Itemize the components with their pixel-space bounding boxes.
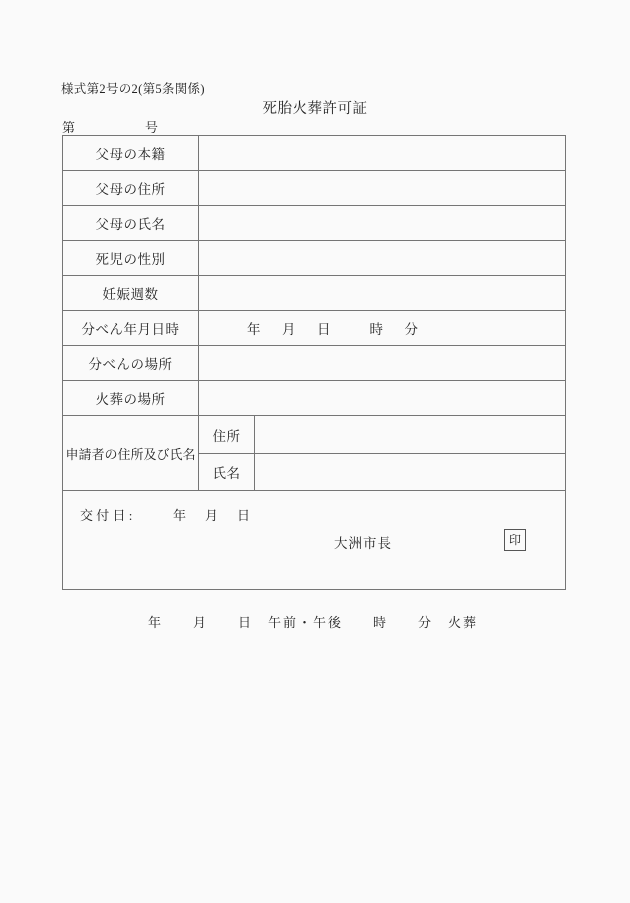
field-value-gestation-weeks (199, 276, 566, 311)
seal-label: 印 (508, 533, 521, 547)
permit-table (62, 135, 566, 590)
issue-section (63, 491, 566, 590)
doc-number (62, 117, 262, 135)
field-label-applicant: 申請者の住所及び氏名 (63, 416, 199, 491)
table-row (63, 311, 566, 346)
cremation-datetime-line: 年 月 日 午前・午後 時 分 火葬 (148, 615, 479, 630)
applicant-name-value (255, 454, 566, 491)
field-label-gestation-weeks: 妊娠週数 (63, 276, 199, 311)
doc-number-suffix: 号 (145, 120, 159, 135)
field-label-parents-name: 父母の氏名 (63, 206, 199, 241)
field-value-child-sex (199, 241, 566, 276)
applicant-name-label: 氏名 (199, 454, 255, 491)
table-row (63, 241, 566, 276)
field-label-parents-domicile: 父母の本籍 (63, 136, 199, 171)
table-row (63, 491, 566, 590)
table-row (63, 136, 566, 171)
seal-box (504, 529, 526, 551)
field-label-child-sex: 死児の性別 (63, 241, 199, 276)
field-value-parents-address (199, 171, 566, 206)
field-value-parents-name (199, 206, 566, 241)
table-row (63, 381, 566, 416)
table-row (63, 416, 566, 454)
issue-date-value: 年 月 日 (173, 508, 254, 523)
field-value-cremation-place (199, 381, 566, 416)
applicant-address-label: 住所 (199, 416, 255, 454)
field-label-delivery-datetime: 分べん年月日時 (63, 311, 199, 346)
table-row (63, 276, 566, 311)
field-label-cremation-place: 火葬の場所 (63, 381, 199, 416)
field-value-delivery-place (199, 346, 566, 381)
doc-number-prefix: 第 (62, 120, 76, 135)
applicant-address-value (255, 416, 566, 454)
form-code-label: 様式第2号の2(第5条関係) (61, 82, 205, 96)
table-row (63, 206, 566, 241)
issue-date-label: 交 付 日 : (80, 508, 133, 523)
page-title: 死胎火葬許可証 (262, 101, 368, 117)
table-row (63, 346, 566, 381)
mayor-signature: 大洲市長 (334, 536, 392, 551)
field-label-parents-address: 父母の住所 (63, 171, 199, 206)
field-value-parents-domicile (199, 136, 566, 171)
table-row (63, 171, 566, 206)
field-label-delivery-place: 分べんの場所 (63, 346, 199, 381)
field-value-delivery-datetime: 年 月 日 時 分 (199, 311, 566, 346)
